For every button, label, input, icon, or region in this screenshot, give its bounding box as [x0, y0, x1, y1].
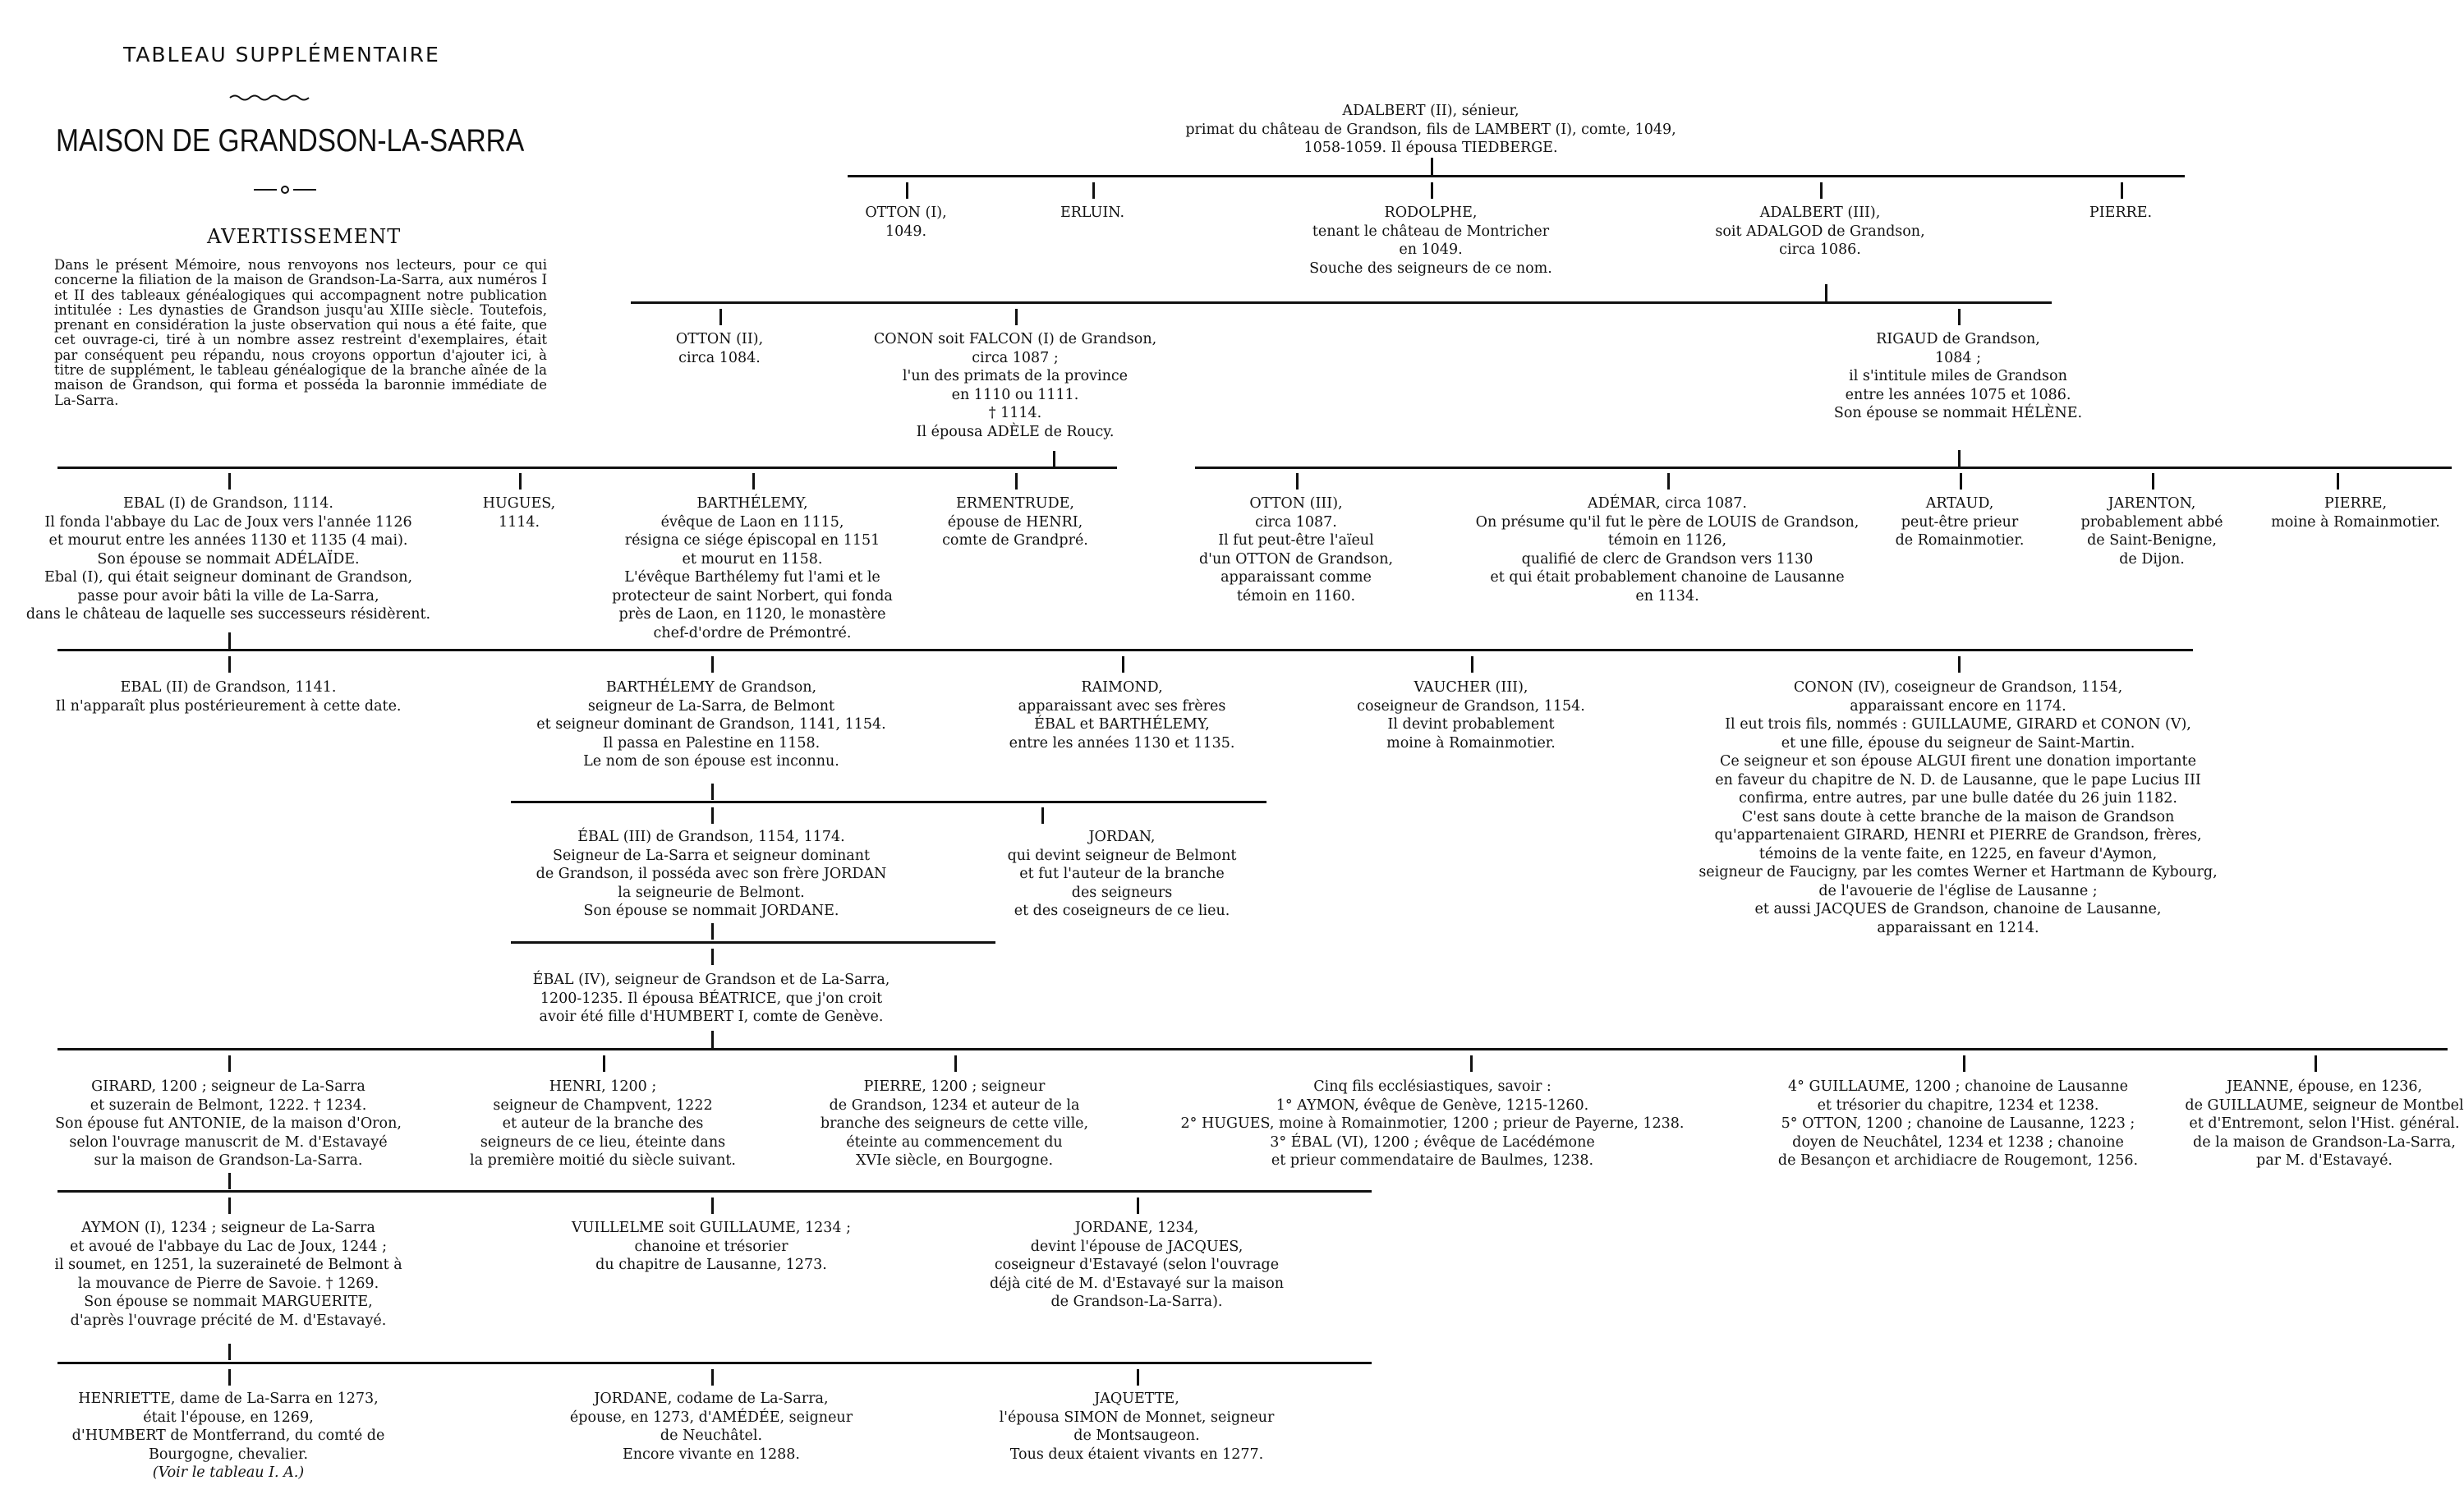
person-conon-iv: CONON (IV), coseigneur de Grandson, 1154, apparaissant encore en 1174. Il eut trois fils, nommés : GUILLAUME, GIRARD et CONON (V), et une fille, épouse du seigneur de Saint-Martin. Ce seigneur et son épouse ALGUI firent une donation importante en faveur du chapitre de N. D. de Lausanne, que le pape Lucius III confirma, entre autres, par une bulle datée du 26 juin 1182. C'est sans doute à cette branche de la maison de Grandson qu'appartenaient GIRARD, HENRI et PIERRE de Grandson, frères, témoins de la vente faite, en 1225, en faveur d'Aymon, seigneur de Faucigny, par les comtes Werner et Hartmann de Kybourg, de l'avouerie de l'église de Lausanne ; et aussi JACQUES de Grandson, chanoine de Lausanne, apparaissant en 1214.	[1699, 679, 2218, 936]
person-hugues: HUGUES, 1114.	[482, 495, 556, 531]
person-adalbert-ii: ADALBERT (II), sénieur, primat du château de Grandson, fils de LAMBERT (I), comte, 1049, 1058-1059. Il épousa TIEDBERGE.	[1185, 103, 1676, 156]
person-artaud: ARTAUD, peut-être prieur de Romainmotier.	[1895, 495, 2025, 549]
person-henri: HENRI, 1200 ; seigneur de Champvent, 1222 et auteur de la branche des seigneurs de ce lieu, éteinte dans la première moitié du siècle suivant.	[470, 1078, 736, 1169]
person-ebal-ii: EBAL (II) de Grandson, 1141. Il n'apparaît plus postérieurement à cette date.	[55, 679, 402, 715]
person-pierre-3: PIERRE, 1200 ; seigneur de Grandson, 1234 et auteur de la branche des seigneurs de cette ville, éteinte au commencement du XVIe siècle, en Bourgogne.	[820, 1078, 1089, 1169]
person-rigaud: RIGAUD de Grandson, 1084 ; il s'intitule miles de Grandson entre les années 1075 et 1086. Son épouse se nommait HÉLÈNE.	[1833, 331, 2083, 421]
person-barthelemy-eveque: BARTHÉLEMY, évêque de Laon en 1115, résigna ce siége épiscopal en 1151 et mourut en 1158. L'évêque Barthélemy fut l'ami et le protecteur de saint Norbert, qui fonda près de Laon, en 1120, le monastère chef-d'ordre de Prémontré.	[612, 495, 893, 641]
wavy-rule-ornament	[228, 94, 314, 102]
person-jordan: JORDAN, qui devint seigneur de Belmont et fut l'auteur de la branche des seigneurs et des coseigneurs de ce lieu.	[1007, 829, 1237, 919]
person-ermentrude: ERMENTRUDE, épouse de HENRI, comte de Grandpré.	[942, 495, 1088, 549]
person-cinq-fils-ecclesiastiques: Cinq fils ecclésiastiques, savoir : 1° AYMON, évêque de Genève, 1215-1260. 2° HUGUES, moine à Romainmotier, 1200 ; prieur de Payerne, 1238. 3° ÉBAL (VI), 1200 ; évêque de Lacédémone et prieur commendataire de Baulmes, 1238.	[1180, 1078, 1685, 1169]
person-ademar: ADÉMAR, circa 1087. On présume qu'il fut le père de LOUIS de Grandson, témoin en 1126, qualifié de clerc de Grandson vers 1130 et qui était probablement chanoine de Lausanne en 1134.	[1475, 495, 1859, 604]
person-adalbert-iii: ADALBERT (III), soit ADALGOD de Grandson, circa 1086.	[1715, 205, 1925, 258]
person-otton-ii: OTTON (II), circa 1084.	[675, 331, 764, 366]
person-jaquette: JAQUETTE, l'épousa SIMON de Monnet, seigneur de Montsaugeon. Tous deux étaient vivants en 1277.	[999, 1391, 1275, 1463]
avertissement-heading: AVERTISSEMENT	[207, 225, 402, 248]
person-aymon-i: AYMON (I), 1234 ; seigneur de La-Sarra et avoué de l'abbaye du Lac de Joux, 1244 ; il soumet, en 1251, la suzeraineté de Belmont à la mouvance de Pierre de Savoie. † 1269. Son épouse se nommait MARGUERITE, d'après l'ouvrage précité de M. d'Estavayé.	[54, 1220, 402, 1329]
person-rodolphe: RODOLPHE, tenant le château de Montricher en 1049. Souche des seigneurs de ce nom.	[1309, 205, 1552, 277]
person-pierre-2: PIERRE, moine à Romainmotier.	[2271, 495, 2440, 531]
avertissement-body: Dans le présent Mémoire, nous renvoyons nos lecteurs, pour ce qui concerne la filiation de la maison de Grandson-La-Sarra, aux numéros I et II des tableaux généalogiques qui accompagnent notre publication intitulée : Les dynasties de Grandson jusqu'au XIIIe siècle. Toutefois, prenant en considération la juste observation qui nous a été faite, que cet ouvrage-ci, tiré à un nombre assez restreint d'exemplaires, était par conséquent peu répandu, nous croyons opportun d'ajouter ici, à titre de supplément, le tableau généalogique de la branche aînée de la maison de Grandson, qui forma et posséda la baronnie immédiate de La-Sarra.	[54, 257, 547, 408]
person-otton-i: OTTON (I), 1049.	[865, 205, 947, 240]
person-erluin: ERLUIN.	[1060, 205, 1125, 221]
supplement-title: TABLEAU SUPPLÉMENTAIRE	[123, 43, 440, 67]
person-otton-iii: OTTON (III), circa 1087. Il fut peut-être l'aïeul d'un OTTON de Grandson, apparaissant comme témoin en 1160.	[1198, 495, 1394, 604]
person-ebal-iv: ÉBAL (IV), seigneur de Grandson et de La-Sarra, 1200-1235. Il épousa BÉATRICE, que j'on croit avoir été fille d'HUMBERT I, comte de Genève.	[532, 972, 890, 1025]
person-barthelemy-grandson: BARTHÉLEMY de Grandson, seigneur de La-Sarra, de Belmont et seigneur dominant de Grandson, 1141, 1154. Il passa en Palestine en 1158. Le nom de son épouse est inconnu.	[536, 679, 886, 770]
person-girard: GIRARD, 1200 ; seigneur de La-Sarra et suzerain de Belmont, 1222. † 1234. Son épouse fut ANTONIE, de la maison d'Oron, selon l'ouvrage manuscrit de M. d'Estavayé sur la maison de Grandson-La-Sarra.	[55, 1078, 402, 1169]
person-ebal-iii: ÉBAL (III) de Grandson, 1154, 1174. Seigneur de La-Sarra et seigneur dominant de Grandson, il posséda avec son frère JORDAN la seigneurie de Belmont. Son épouse se nommait JORDANE.	[536, 829, 887, 919]
person-conon-i: CONON soit FALCON (I) de Grandson, circa 1087 ; l'un des primats de la province en 1110 ou 1111. † 1114. Il épousa ADÈLE de Roucy.	[873, 331, 1157, 440]
house-title: MAISON DE GRANDSON-LA-SARRA	[56, 123, 525, 159]
person-vaucher-iii: VAUCHER (III), coseigneur de Grandson, 1154. Il devint probablement moine à Romainmotier.	[1357, 679, 1585, 752]
person-raimond: RAIMOND, apparaissant avec ses frères ÉBAL et BARTHÉLEMY, entre les années 1130 et 1135.	[1009, 679, 1235, 752]
person-jordane-1234: JORDANE, 1234, devint l'épouse de JACQUES, coseigneur d'Estavayé (selon l'ouvrage déjà cité de M. d'Estavayé sur la maison de Grandson-La-Sarra).	[989, 1220, 1285, 1310]
person-henriette: HENRIETTE, dame de La-Sarra en 1273, était l'épouse, en 1269, d'HUMBERT de Montferrand, du comté de Bourgogne, chevalier. (Voir le tableau I. A.)	[71, 1391, 385, 1481]
dash-dot-ornament	[252, 184, 318, 195]
person-cinq-fils-suite: 4° GUILLAUME, 1200 ; chanoine de Lausanne et trésorier du chapitre, 1234 et 1238. 5° OTTON, 1200 ; chanoine de Lausanne, 1223 ; doyen de Neuchâtel, 1234 et 1238 ; chanoine de Besançon et archidiacre de Rougemont, 1256.	[1777, 1078, 2139, 1169]
person-ebal-i: EBAL (I) de Grandson, 1114. Il fonda l'abbaye du Lac de Joux vers l'année 1126 et mourut entre les années 1130 et 1135 (4 mai). Son épouse se nommait ADÉLAÏDE. Ebal (I), qui était seigneur dominant de Grandson, passe pour avoir bâti la ville de La-Sarra, dans le château de laquelle ses successeurs résidèrent.	[25, 495, 431, 623]
person-vuillelme: VUILLELME soit GUILLAUME, 1234 ; chanoine et trésorier du chapitre de Lausanne, 1273.	[572, 1220, 851, 1273]
person-jordane-codame: JORDANE, codame de La-Sarra, épouse, en 1273, d'AMÉDÉE, seigneur de Neuchâtel. Encore vivante en 1288.	[569, 1391, 853, 1463]
person-pierre-1: PIERRE.	[2089, 205, 2153, 221]
person-jeanne: JEANNE, épouse, en 1236, de GUILLAUME, seigneur de Montbel et d'Entremont, selon l'Hist. général. de la maison de Grandson-La-Sarra, par M. d'Estavayé.	[2185, 1078, 2464, 1169]
person-jarenton: JARENTON, probablement abbé de Saint-Benigne, de Dijon.	[2080, 495, 2223, 568]
